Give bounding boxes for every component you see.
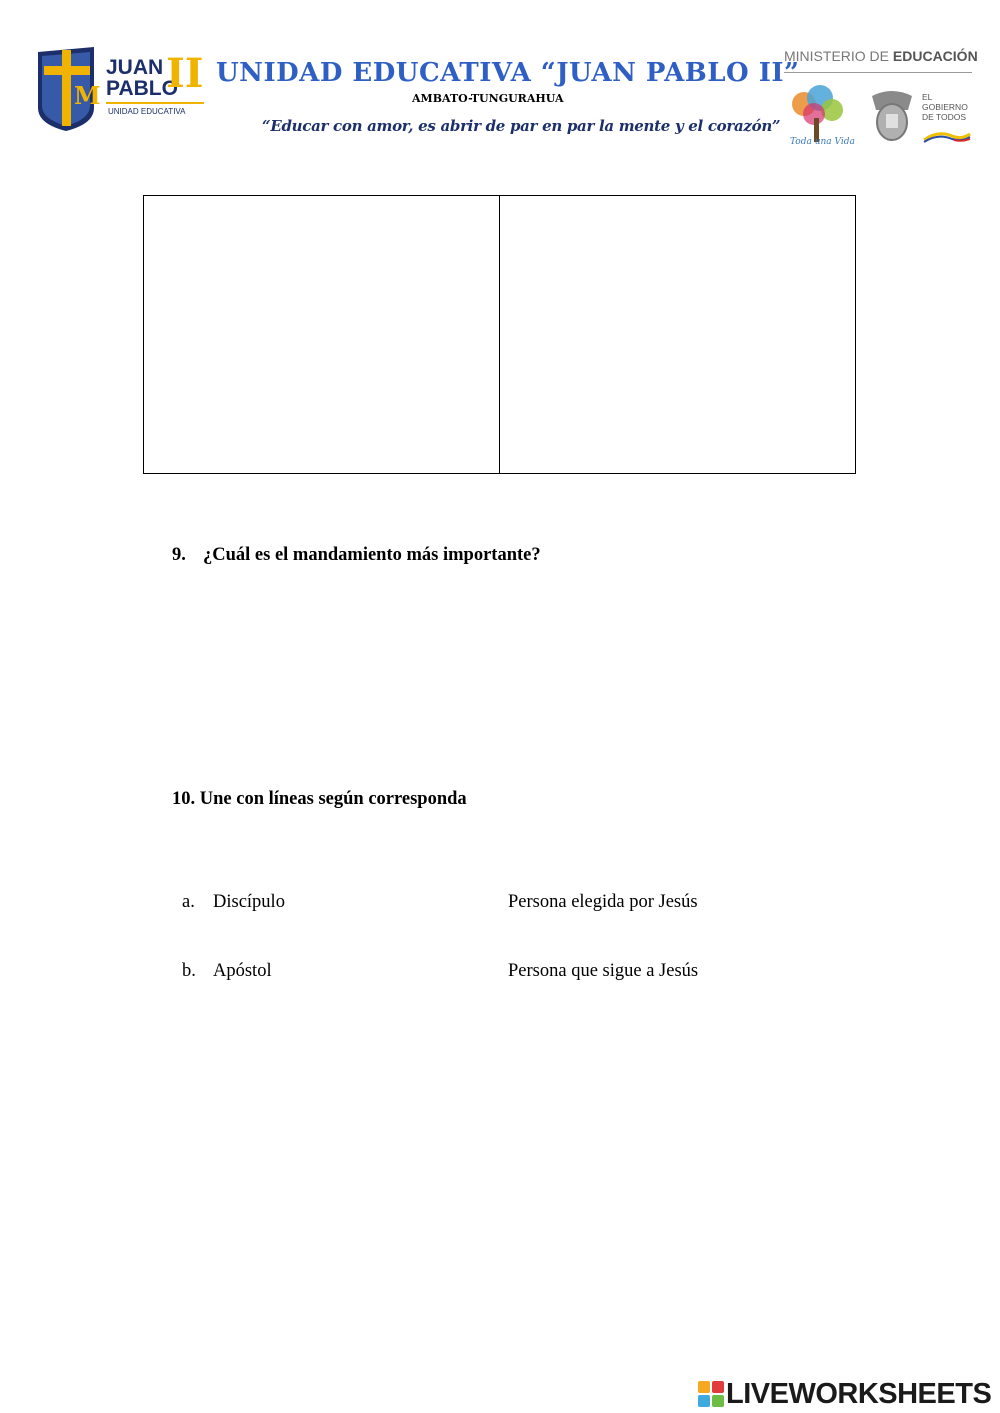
ministry-bold: EDUCACIÓN xyxy=(892,48,978,64)
question-10: 10. Une con líneas según corresponda xyxy=(172,789,467,809)
gov-line-2: GOBIERNO xyxy=(922,102,968,112)
question-9 xyxy=(172,545,541,566)
logo-word-juan: JUAN xyxy=(106,56,164,79)
match-definition-1[interactable]: Persona elegida por Jesús xyxy=(508,892,698,912)
svg-text:M: M xyxy=(74,81,101,110)
logo-numeral: II xyxy=(166,50,204,97)
toda-logo-text: Toda una Vida xyxy=(790,137,855,147)
tree-icon xyxy=(786,84,855,148)
school-city: AMBATO-TUNGURAHUA xyxy=(412,92,564,105)
match-letter-b: b. xyxy=(182,961,196,981)
match-letter-a: a. xyxy=(182,892,195,912)
logo-subtitle: UNIDAD EDUCATIVA xyxy=(108,107,186,116)
ministry-prefix: MINISTERIO DE xyxy=(784,48,893,64)
question-9-number: 9. xyxy=(172,545,186,565)
answer-cell-left[interactable] xyxy=(144,196,499,473)
logo-word-pablo: PABLO xyxy=(106,77,178,100)
brand-text: LIVEWORKSHEETS xyxy=(726,1377,992,1410)
answer-cell-right[interactable] xyxy=(499,196,855,473)
school-title: UNIDAD EDUCATIVA “JUAN PABLO II” xyxy=(216,58,800,88)
liveworksheets-icon xyxy=(698,1381,724,1407)
gov-line-3: DE TODOS xyxy=(922,112,967,122)
match-term-b[interactable] xyxy=(182,961,272,982)
government-logo xyxy=(866,86,976,146)
liveworksheets-brand xyxy=(698,1378,991,1410)
match-term-text-a: Discípulo xyxy=(213,892,285,912)
toda-una-vida-logo xyxy=(786,84,855,148)
government-text xyxy=(922,92,968,122)
school-logo xyxy=(36,46,206,132)
match-definition-2[interactable]: Persona que sigue a Jesús xyxy=(508,961,699,981)
ministry-label xyxy=(784,48,978,73)
school-motto: “Educar con amor, es abrir de par en par la mente y el corazón” xyxy=(262,117,781,135)
gov-line-1: EL xyxy=(922,92,933,102)
flag-ribbon-icon xyxy=(924,130,970,142)
match-term-text-b: Apóstol xyxy=(213,961,272,981)
coat-of-arms-icon xyxy=(866,86,918,144)
question-9-text: ¿Cuál es el mandamiento más importante? xyxy=(203,545,541,565)
answer-table xyxy=(143,195,856,474)
match-term-a[interactable] xyxy=(182,892,285,913)
